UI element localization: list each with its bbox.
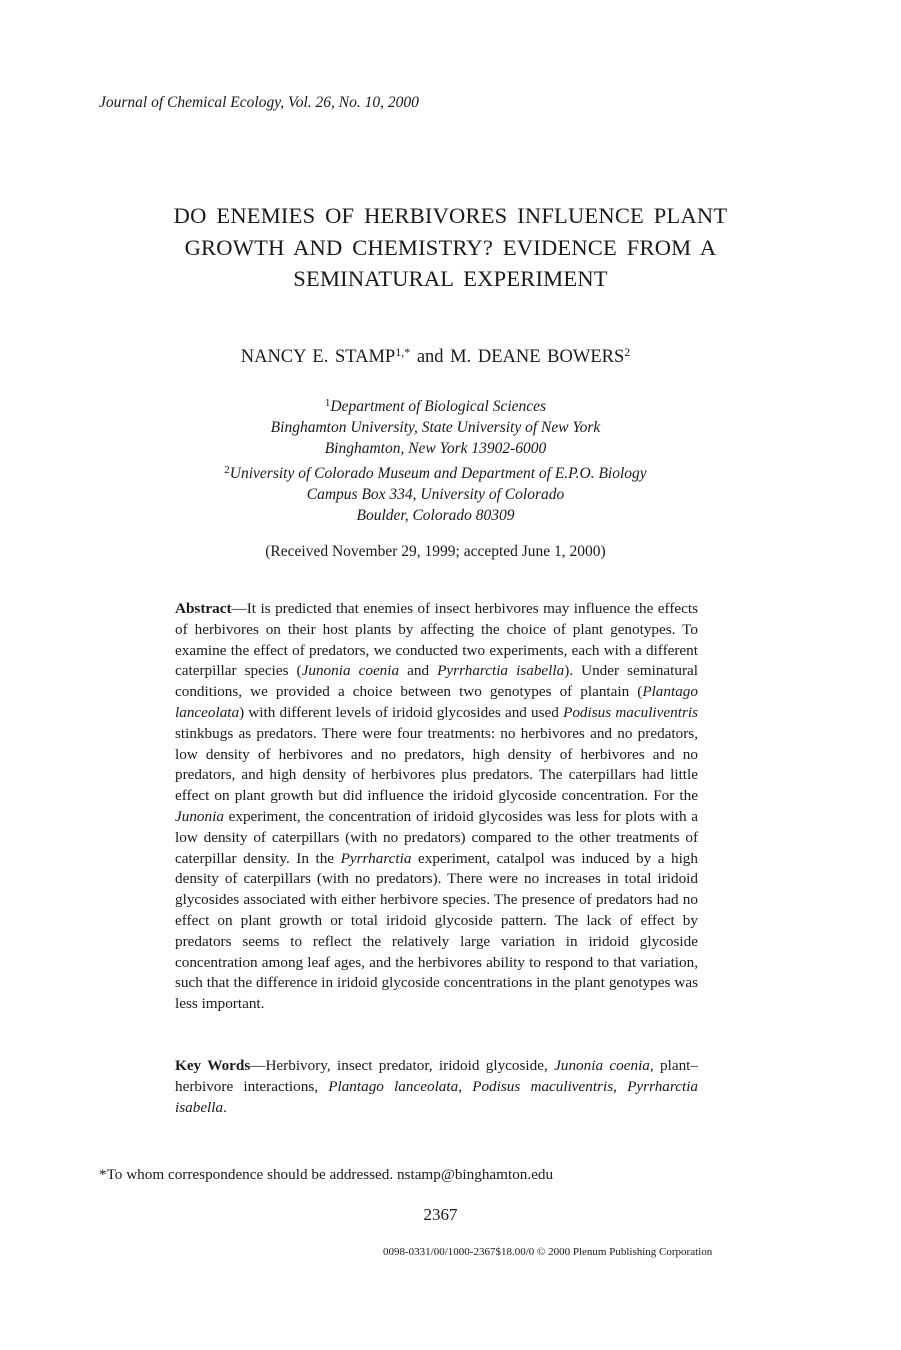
received-dates: (Received November 29, 1999; accepted June 1, 2000) xyxy=(265,543,606,560)
affiliation-line: Boulder, Colorado 80309 xyxy=(356,507,515,524)
affiliation-line xyxy=(0,460,871,484)
author-mark: 2 xyxy=(624,345,631,359)
affiliation xyxy=(0,460,871,526)
text-run: experiment, catalpol was induced by a high density of caterpillars (with no predators). There were no increases in total iridoid glycosides associated with either herbivore species. The presence of predators had no effect on plant growth or total iridoid glycoside pattern. The lack of effect by predators seems to reflect the relatively large variation in iridoid glycoside concentration among leaf ages, and the herbivores ability to respond to that variation, such that the difference in iridoid glycoside concentrations in the plant genotypes was less important. xyxy=(175,849,698,1013)
text-run: , xyxy=(613,1077,628,1095)
text-run: —Herbivory, insect predator, iridoid glycoside, xyxy=(250,1057,555,1074)
text-run: and xyxy=(399,662,438,680)
affiliation-text: Department of Biological Sciences xyxy=(330,398,547,415)
footnote-mark: * xyxy=(99,1166,107,1183)
journal-header: Journal of Chemical Ecology, Vol. 26, No. 10, 2000 xyxy=(99,94,419,111)
author-mark: 1,* xyxy=(395,345,411,359)
abstract-body xyxy=(175,600,698,1012)
affiliation-mark: 1 xyxy=(324,397,331,409)
italic-text: Podisus maculiventris xyxy=(563,703,698,721)
abstract-label: Abstract xyxy=(175,600,232,617)
text-run: ) with different levels of iridoid glycosides and used xyxy=(239,703,564,721)
keywords xyxy=(175,1056,698,1118)
author-list xyxy=(0,345,871,368)
text-run: ). Under seminatural conditions, we provided a choice between two genotypes of plantain ( xyxy=(175,662,698,701)
affiliation-line: Binghamton University, State University of New York xyxy=(270,419,601,436)
abstract xyxy=(175,599,698,1015)
keywords-body xyxy=(175,1057,698,1116)
italic-text: Plantago lanceolata xyxy=(328,1077,459,1095)
keywords-label: Key Words xyxy=(175,1057,251,1074)
text-run: stinkbugs as predators. There were four treatments: no herbivores and no predators, low density of herbivores and no predators, high density of herbivores and no predators, and high density of herbivores plus predators. The caterpillars had little effect on plant growth but did influence the iridoid glycoside concentration. For the xyxy=(175,724,698,805)
affiliation-line xyxy=(0,393,871,417)
text-run: . xyxy=(223,1098,227,1116)
copyright-line: 0098-0331/00/1000-2367$18.00/0 © 2000 Plenum Publishing Corporation xyxy=(383,1246,713,1258)
title-line: GROWTH AND CHEMISTRY? EVIDENCE FROM A xyxy=(184,234,717,260)
text-run: —It is predicted that enemies of insect herbivores may influence the effects of herbivores on their host plants by affecting the choice of plant genotypes. To examine the effect of predators, we conducted two experiments, each with a different caterpillar species ( xyxy=(175,600,698,680)
italic-text: Junonia coenia xyxy=(554,1057,650,1074)
title-line: SEMINATURAL EXPERIMENT xyxy=(293,266,608,291)
page-number: 2367 xyxy=(423,1205,458,1224)
title-line: DO ENEMIES OF HERBIVORES INFLUENCE PLANT xyxy=(173,203,728,228)
affiliation-text: University of Colorado Museum and Department of E.P.O. Biology xyxy=(229,465,647,482)
text-run: , xyxy=(458,1077,473,1095)
correspondence-footnote xyxy=(99,1166,553,1184)
footnote-text: To whom correspondence should be addressed. nstamp@binghamton.edu xyxy=(106,1166,554,1183)
italic-text: Pyrrharctia xyxy=(340,849,412,867)
italic-text: Junonia coenia xyxy=(301,662,400,680)
author-name: NANCY E. STAMP xyxy=(240,347,396,367)
text-run: experiment, the concentration of iridoid glycosides was less for plots with a low density of caterpillars (with no predators) compared to the other treatments of caterpillar density. In the xyxy=(175,807,698,867)
affiliation xyxy=(0,393,871,459)
affiliation-line: Binghamton, New York 13902-6000 xyxy=(324,440,547,457)
italic-text: Junonia xyxy=(175,807,224,825)
italic-text: Plantago lanceolata xyxy=(175,683,698,721)
italic-text: Pyrrharctia isabella xyxy=(437,662,565,680)
italic-text: Podisus maculiventris xyxy=(472,1077,614,1095)
article-title xyxy=(60,200,841,295)
text-run: , plant–herbivore interactions, xyxy=(175,1057,698,1095)
author-conjunction: and xyxy=(416,347,444,367)
author-name: M. DEANE BOWERS xyxy=(450,347,625,367)
affiliation-mark: 2 xyxy=(224,464,230,476)
italic-text: Pyrrharctia isabella xyxy=(175,1077,699,1116)
affiliation-line: Campus Box 334, University of Colorado xyxy=(306,486,565,503)
